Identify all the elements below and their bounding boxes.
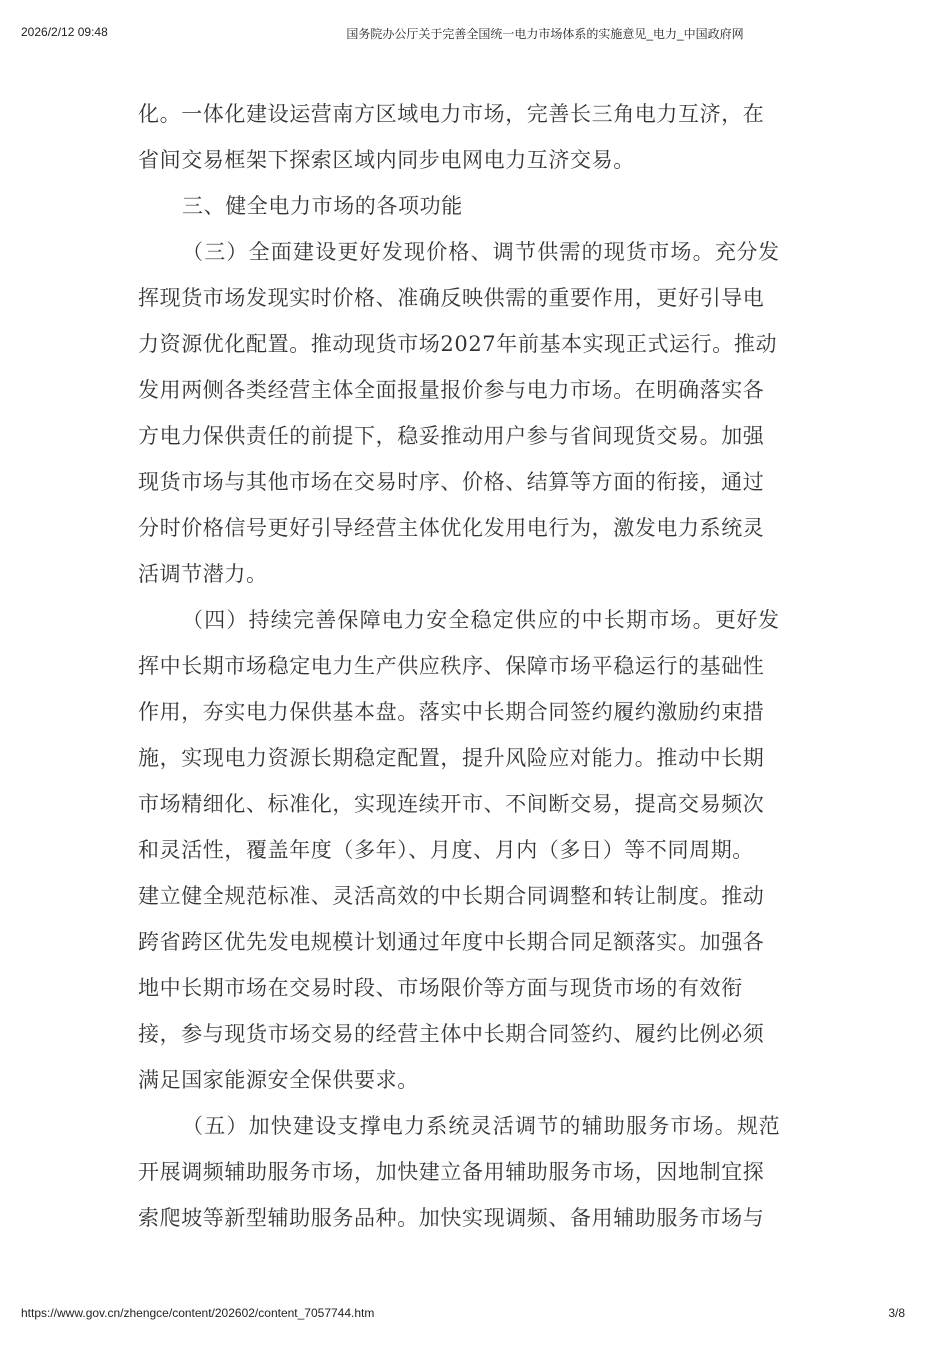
text-line xyxy=(138,1200,818,1246)
line-text: 活调节潜力。 xyxy=(138,562,268,586)
line-text: 规范 xyxy=(737,1114,781,1138)
text-line xyxy=(138,556,818,602)
line-text: 索爬坡等新型辅助服务品种。加快实现调频、备用辅助服务市场与 xyxy=(138,1206,765,1230)
line-text: 挥中长期市场稳定电力生产供应秩序、保障市场平稳运行的基础性 xyxy=(138,654,765,678)
text-line xyxy=(138,970,818,1016)
section-heading xyxy=(138,188,818,234)
text-line xyxy=(138,648,818,694)
section-heading-text: 三、健全电力市场的各项功能 xyxy=(182,194,463,218)
print-datetime: 2026/2/12 09:48 xyxy=(21,25,108,39)
line-text: 跨省跨区优先发电规模计划通过年度中长期合同足额落实。加强各 xyxy=(138,930,765,954)
paragraph-lead-line xyxy=(138,602,818,648)
text-line xyxy=(138,694,818,740)
paragraph-heading: （三）全面建设更好发现价格、调节供需的现货市场。 xyxy=(182,240,715,264)
line-text: 施，实现电力资源长期稳定配置，提升风险应对能力。推动中长期 xyxy=(138,746,765,770)
line-text: 建立健全规范标准、灵活高效的中长期合同调整和转让制度。推动 xyxy=(138,884,765,908)
print-header xyxy=(0,0,950,40)
text-line xyxy=(138,1016,818,1062)
text-line xyxy=(138,464,818,510)
text-line xyxy=(138,924,818,970)
page-number: 3/8 xyxy=(888,1306,905,1320)
text-line xyxy=(138,372,818,418)
line-text: 市场精细化、标准化，实现连续开市、不间断交易，提高交易频次 xyxy=(138,792,765,816)
document-body xyxy=(138,96,818,1246)
text-line xyxy=(138,96,818,142)
line-text: 充分发 xyxy=(714,240,780,264)
text-line xyxy=(138,326,818,372)
text-line xyxy=(138,740,818,786)
line-text: 化。一体化建设运营南方区域电力市场，完善长三角电力互济，在 xyxy=(138,102,765,126)
text-line xyxy=(138,1154,818,1200)
line-text: 分时价格信号更好引导经营主体优化发用电行为，激发电力系统灵 xyxy=(138,516,765,540)
text-line xyxy=(138,878,818,924)
line-text: 作用，夯实电力保供基本盘。落实中长期合同签约履约激励约束措 xyxy=(138,700,765,724)
paragraph-heading: （四）持续完善保障电力安全稳定供应的中长期市场。 xyxy=(182,608,715,632)
line-text: 接，参与现货市场交易的经营主体中长期合同签约、履约比例必须 xyxy=(138,1022,765,1046)
text-line xyxy=(138,786,818,832)
text-line xyxy=(138,510,818,556)
page-title: 国务院办公厅关于完善全国统一电力市场体系的实施意见_电力_中国政府网 xyxy=(346,27,744,41)
line-text: 现货市场与其他市场在交易时序、价格、结算等方面的衔接，通过 xyxy=(138,470,765,494)
line-text: 更好发 xyxy=(714,608,780,632)
text-line xyxy=(138,418,818,464)
paragraph-heading: （五）加快建设支撑电力系统灵活调节的辅助服务市场。 xyxy=(182,1114,737,1138)
text-line xyxy=(138,832,818,878)
line-text: 地中长期市场在交易时段、市场限价等方面与现货市场的有效衔 xyxy=(138,976,743,1000)
line-text: 发用两侧各类经营主体全面报量报价参与电力市场。在明确落实各 xyxy=(138,378,765,402)
line-text: 省间交易框架下探索区域内同步电网电力互济交易。 xyxy=(138,148,635,172)
paragraph-lead-line xyxy=(138,1108,818,1154)
line-text: 力资源优化配置。推动现货市场2027年前基本实现正式运行。推动 xyxy=(138,332,778,356)
paragraph-lead-line xyxy=(138,234,818,280)
text-line xyxy=(138,280,818,326)
line-text: 和灵活性，覆盖年度（多年）、月度、月内（多日）等不同周期。 xyxy=(138,838,754,862)
text-line xyxy=(138,1062,818,1108)
line-text: 满足国家能源安全保供要求。 xyxy=(138,1068,419,1092)
line-text: 开展调频辅助服务市场，加快建立备用辅助服务市场，因地制宜探 xyxy=(138,1160,765,1184)
line-text: 方电力保供责任的前提下，稳妥推动用户参与省间现货交易。加强 xyxy=(138,424,765,448)
text-line xyxy=(138,142,818,188)
line-text: 挥现货市场发现实时价格、准确反映供需的重要作用，更好引导电 xyxy=(138,286,765,310)
page-url: https://www.gov.cn/zhengce/content/202602/content_7057744.htm xyxy=(21,1306,375,1320)
